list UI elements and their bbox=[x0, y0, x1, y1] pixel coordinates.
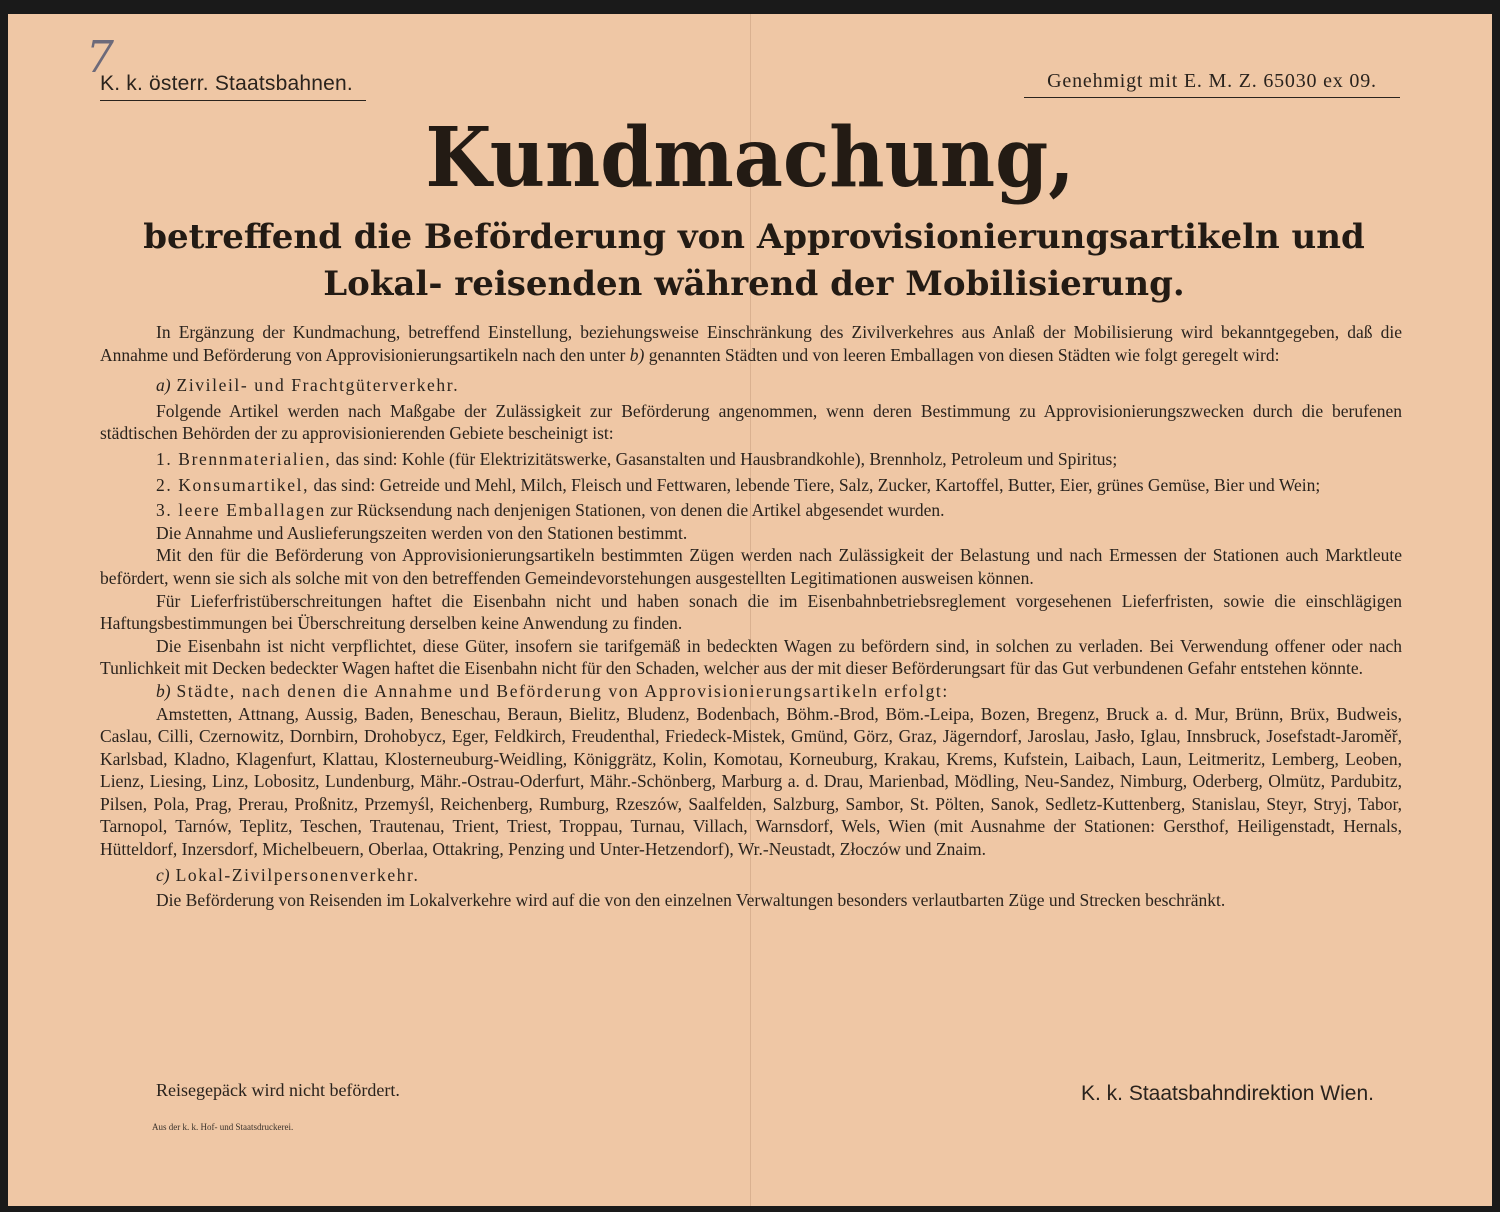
subtitle: betreffend die Beförderung von Approvisionierungsartikeln und Lokal- reisenden während der Mobilisierung. bbox=[143, 217, 1365, 304]
section-a-title: Zivileil- und Frachtgüterverkehr. bbox=[170, 375, 460, 396]
issuer-header: K. k. österr. Staatsbahnen. bbox=[100, 72, 366, 101]
article-item-text: das sind: Getreide und Mehl, Milch, Fleisch und Fettwaren, lebende Tiere, Salz, Zucker, Kartoffel, Butter, Eier, grünes Gemüse, Bier und Wein; bbox=[309, 474, 1321, 495]
times-paragraph: Die Annahme und Auslieferungszeiten werden von den Stationen bestimmt. bbox=[156, 522, 688, 543]
article-item-lead: 1. Brennmaterialien, bbox=[156, 448, 332, 469]
intro-text-start: In Ergänzung der Kundmachung, betreffend Einstellung, beziehungsweise Einschränkung des Zivilverkehres aus Anlaß der Mobilisierung wird bekanntgegeben, daß die Annahme und Beförderung von Approvisionierungsartikeln nach den unter bbox=[100, 322, 1402, 365]
city-list: Amstetten, Attnang, Aussig, Baden, Beneschau, Beraun, Bielitz, Bludenz, Bodenbach, Böhm.-Brod, Böm.-Leipa, Bozen, Bregenz, Bruck a. d. Mur, Brünn, Brüx, Budweis, Caslau, Cilli, Czernowitz, Dornbirn, Drohobycz, Eger, Feldkirch, Freudenthal, Friedeck-Mistek, Gmünd, Görz, Graz, Jägerndorf, Jaroslau, Jasło, Iglau, Innsbruck, Josefstadt-Jaroměř, Karlsbad, Kladno, Klagenfurt, Klattau, Klosterneuburg-Weidling, Königgrätz, Kolin, Komotau, Korneuburg, Krakau, Krems, Kufstein, Laibach, Laun, Leitmeritz, Lemberg, Leoben, Lienz, Liesing, Linz, Lobositz, Lundenburg, Mähr.-Ostrau-Oderfurt, Mähr.-Schönberg, Marburg a. d. Drau, Marienbad, Mödling, Neu-Sandez, Nimburg, Oderberg, Olmütz, Pardubitz, Pilsen, Pola, Prag, Prerau, Proßnitz, Przemyśl, Reichenberg, Rumburg, Rzeszów, Saalfelden, Salzburg, Sambor, St. Pölten, Sanok, Sedletz-Kuttenberg, Stanislau, Steyr, Stryj, Tabor, Tarnopol, Tarnów, Teplitz, Teschen, Trautenau, Trient, Triest, Troppau, Turnau, Villach, Warnsdorf, Wels, Wien (mit Ausnahme der Stationen: Gersthof, Heiligenstadt, Hernals, Hütteldorf, Inzersdorf, Michelbeuern, Oberlaa, Ottakring, Penzing und Unter-Hetzendorf), Wr.-Neustadt, Złoczów und Znaim. bbox=[100, 703, 1402, 860]
intro-section-ref: b) bbox=[629, 344, 645, 365]
approval-reference: Genehmigt mit E. M. Z. 65030 ex 09. bbox=[1024, 70, 1400, 98]
article-item-text: das sind: Kohle (für Elektrizitätswerke, Gasanstalten und Hausbrandkohle), Brennholz, Petroleum und Spiritus; bbox=[331, 448, 1118, 469]
article-item-text: zur Rücksendung nach denjenigen Stationen, von denen die Artikel abgesendet wurden. bbox=[325, 500, 945, 521]
section-a-paragraph: Folgende Artikel werden nach Maßgabe der Zulässigkeit zur Beförderung angenommen, wenn deren Bestimmung zu Approvisionierungszwecken durch die berufenen städtischen Behörden der zu approvisionierenden Gebiete bescheinigt ist: bbox=[100, 400, 1402, 444]
intro-text-end: genannten Städten und von leeren Emballagen von diesen Städten wie folgt geregelt wird: bbox=[644, 344, 1280, 365]
section-c-heading bbox=[100, 864, 1402, 887]
poster-sheet bbox=[8, 14, 1492, 1206]
article-item bbox=[100, 499, 1402, 522]
notice-body bbox=[100, 321, 1402, 912]
section-c-title: Lokal-Zivilpersonenverkehr. bbox=[169, 864, 420, 885]
section-c-marker: c) bbox=[156, 864, 170, 885]
article-item-lead: 2. Konsumartikel, bbox=[156, 474, 310, 495]
liability-paragraph: Für Lieferfristüberschreitungen haftet die Eisenbahn nicht und haben sonach die im Eisenbahnbetriebsreglement vorgesehenen Lieferfristen, sowie die einschlägigen Haftungsbestimmungen bei Überschreitung derselben keine Anwendung zu finden. bbox=[100, 590, 1402, 634]
section-a-marker: a) bbox=[156, 375, 171, 396]
article-item-lead: 3. leere Emballagen bbox=[156, 500, 326, 521]
issuing-authority: K. k. Staatsbahndirektion Wien. bbox=[1081, 1082, 1374, 1105]
baggage-note: Reisegepäck wird nicht befördert. bbox=[156, 1080, 400, 1100]
traders-paragraph: Mit den für die Beförderung von Approvisionierungsartikeln bestimmten Zügen werden nach Zulässigkeit der Belastung und nach Ermessen der Stationen auch Marktleute befördert, wenn sie sich als solche mit von den betreffenden Gemeindevorstehungen ausgestellten Legitimationen ausweisen können. bbox=[100, 545, 1402, 588]
section-b-heading bbox=[100, 680, 1402, 703]
section-a-heading bbox=[100, 374, 1402, 397]
printer-imprint: Aus der k. k. Hof- und Staatsdruckerei. bbox=[152, 1122, 294, 1132]
section-b-title: Städte, nach denen die Annahme und Beförderung von Approvisionierungsartikeln erfolgt: bbox=[170, 680, 949, 701]
section-c-paragraph: Die Beförderung von Reisenden im Lokalverkehre wird auf die von den einzelnen Verwaltungen besonders verlautbarten Züge und Strecken beschränkt. bbox=[156, 890, 1226, 911]
main-title: Kundmachung, bbox=[425, 109, 1075, 206]
handwritten-mark: 7 bbox=[86, 32, 114, 83]
section-b-marker: b) bbox=[156, 680, 171, 701]
article-item bbox=[100, 474, 1402, 497]
article-item bbox=[100, 448, 1402, 471]
wagons-paragraph: Die Eisenbahn ist nicht verpflichtet, diese Güter, insofern sie tarifgemäß in bedeckten Wagen zu befördern sind, in solchen zu verladen. Bei Verwendung offener oder nach Tunlichkeit mit Decken bedeckter Wagen haftet die Eisenbahn nicht für den Schaden, welcher aus der mit dieser Beförderungsart für das Gut verbundenen Gefahr entstehen könnte. bbox=[100, 635, 1402, 679]
intro-paragraph bbox=[100, 321, 1402, 366]
